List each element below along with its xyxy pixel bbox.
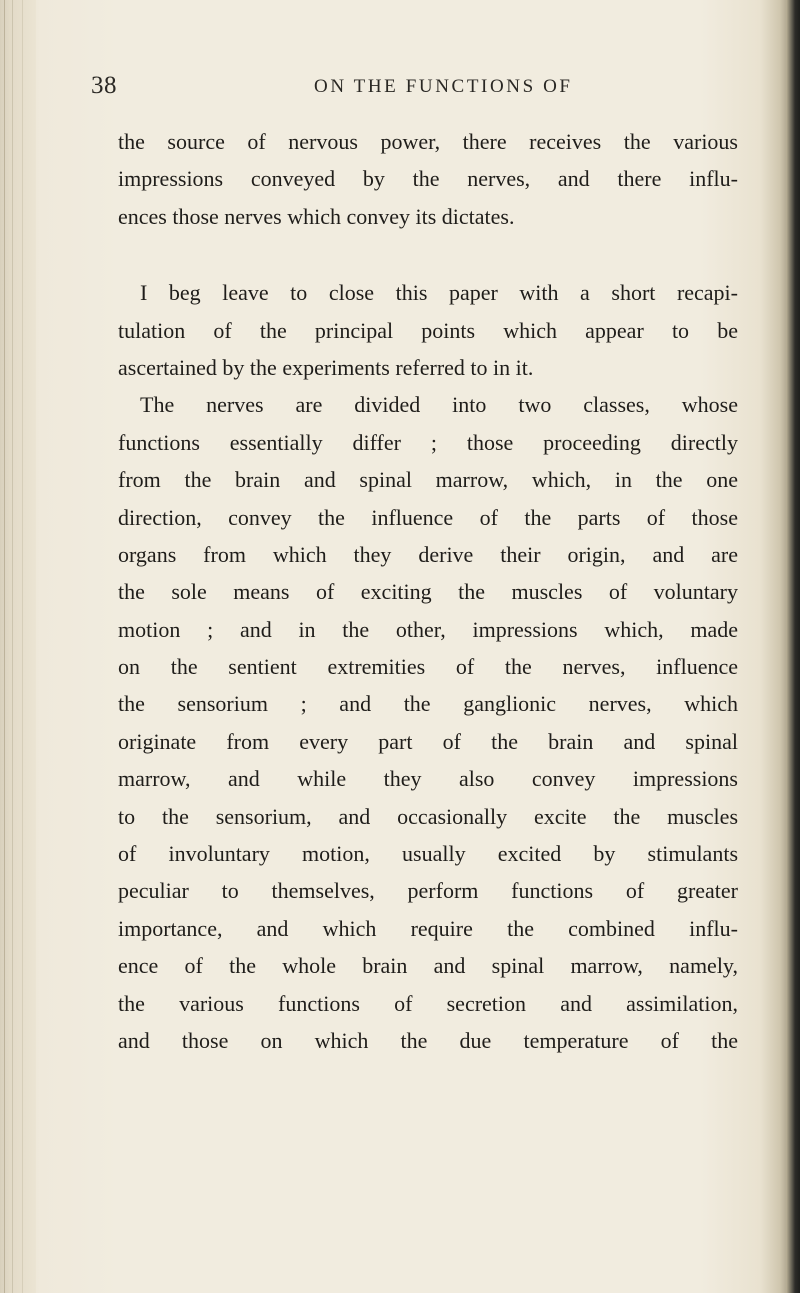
- page-edge-line: [4, 0, 5, 1293]
- text-line: motion ; and in the other, impressions which, made: [118, 616, 738, 642]
- text-line: originate from every part of the brain and spinal: [118, 728, 738, 754]
- text-line: from the brain and spinal marrow, which, in the one: [118, 467, 738, 493]
- text-line: functions essentially differ ; those proceeding directly: [118, 429, 738, 455]
- page-edge-line: [12, 0, 13, 1293]
- text-line: the sensorium ; and the ganglionic nerves, which: [118, 691, 738, 717]
- text-line: of involuntary motion, usually excited by stimulants: [118, 841, 738, 867]
- text-line: ences those nerves which convey its dictates.: [118, 203, 515, 229]
- text-line: impressions conveyed by the nerves, and there influ-: [118, 166, 738, 192]
- body-text: [118, 123, 738, 1059]
- text-line: to the sensorium, and occasionally excite the muscles: [118, 803, 738, 829]
- text-line: ascertained by the experiments referred to in it.: [118, 354, 534, 380]
- text-line: The nerves are divided into two classes, whose: [140, 392, 738, 418]
- page-header: [0, 72, 800, 114]
- left-page-edge: [0, 0, 36, 1293]
- text-line: and those on which the due temperature of the: [118, 1027, 738, 1053]
- text-line: organs from which they derive their origin, and are: [118, 541, 738, 567]
- book-spine-shadow: [786, 0, 800, 1293]
- text-line: tulation of the principal points which appear to be: [118, 317, 738, 343]
- text-line: direction, convey the influence of the parts of those: [118, 504, 738, 530]
- page-number: 38: [91, 72, 117, 99]
- text-line: I beg leave to close this paper with a short recapi-: [140, 280, 738, 306]
- text-line: peculiar to themselves, perform functions of greater: [118, 878, 738, 904]
- text-line: the various functions of secretion and assimilation,: [118, 990, 738, 1016]
- text-line: ence of the whole brain and spinal marrow, namely,: [118, 953, 738, 979]
- text-line: importance, and which require the combined influ-: [118, 915, 738, 941]
- paragraph-gap: [118, 235, 738, 274]
- text-line: the sole means of exciting the muscles of voluntary: [118, 579, 738, 605]
- text-line: on the sentient extremities of the nerves, influence: [118, 654, 738, 680]
- text-line: marrow, and while they also convey impressions: [118, 766, 738, 792]
- text-line: the source of nervous power, there receives the various: [118, 129, 738, 154]
- running-head: ON THE FUNCTIONS OF: [314, 76, 573, 97]
- page-edge-line: [22, 0, 23, 1293]
